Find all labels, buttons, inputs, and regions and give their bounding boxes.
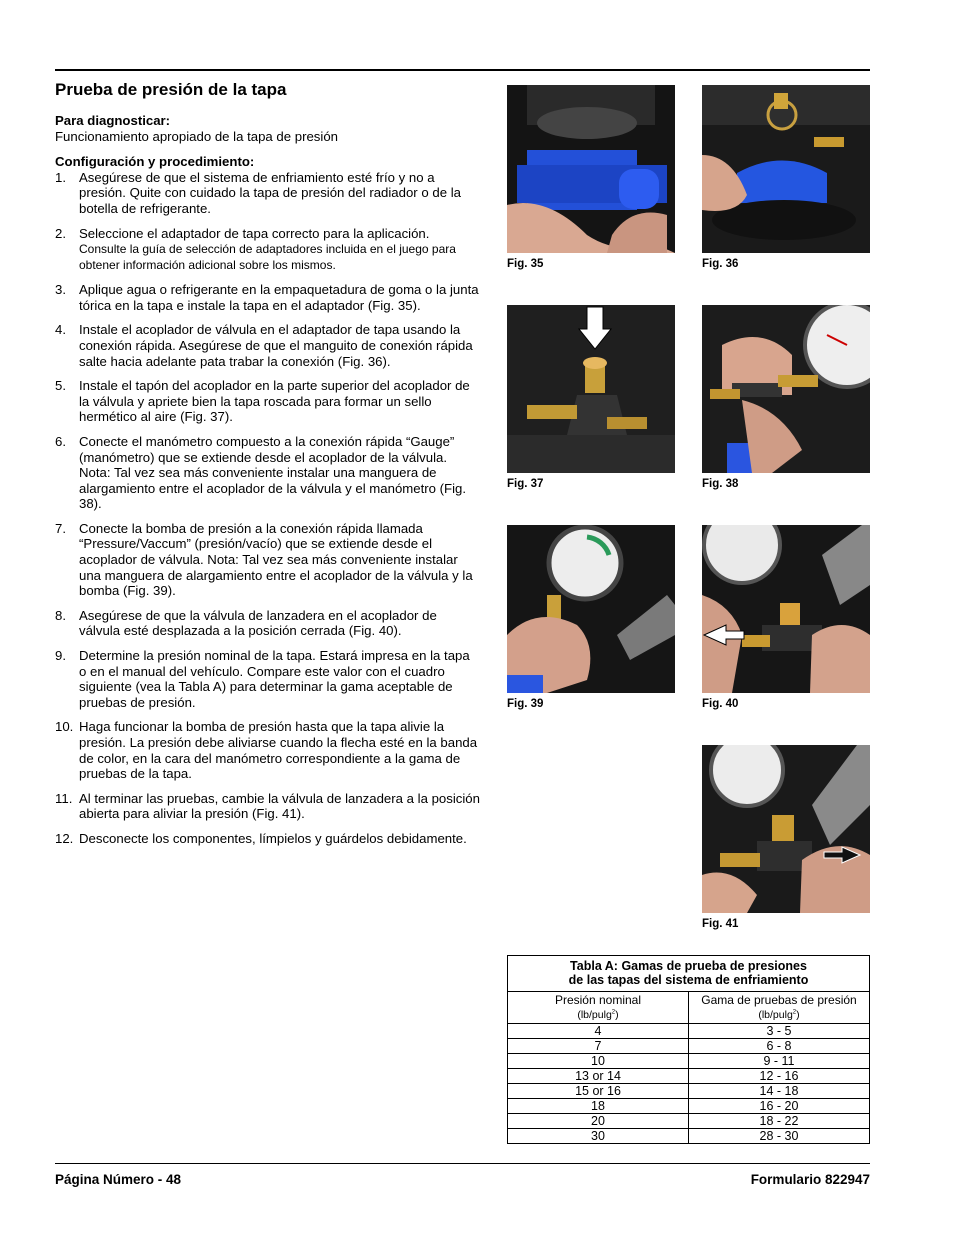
instructions-column — [55, 113, 480, 856]
fig-36-photo — [702, 85, 870, 253]
table-header-row — [508, 992, 870, 1024]
step-item: 4. Instale el acoplador de válvula en el adaptador de tapa usando la conexión rápida. Asegúrese de que el manguito de conexión rápida salte hacia adelante pata trabar la conexión (Fig. 36). — [55, 322, 473, 369]
step-item: 2. Seleccione el adaptador de tapa correcto para la aplicación. Consulte la guía de selección de adaptadores incluida en el juego para obtener información adicional sobre los mismos. — [55, 225, 456, 273]
procedure-heading: Configuración y procedimiento: — [55, 154, 255, 170]
fig-36-caption: Fig. 36 — [702, 258, 739, 270]
table-row: 7 6 - 8 — [508, 1038, 870, 1053]
fig-41-caption: Fig. 41 — [702, 918, 739, 930]
fig-37-caption: Fig. 37 — [507, 478, 544, 490]
diagnose-text: Funcionamiento apropiado de la tapa de presión — [55, 128, 338, 144]
procedure-steps — [55, 170, 480, 847]
step-item: 9. Determine la presión nominal de la tapa. Estará impresa en la tapa o en el manual del vehículo. Compare este valor con el cuadro siguiente (vea la Tabla A) para determinar la gama aceptable de pruebas de presión. — [55, 648, 470, 710]
fig-40-photo — [702, 525, 870, 693]
table-row: 18 16 - 20 — [508, 1098, 870, 1113]
step-item: 1. Asegúrese de que el sistema de enfriamiento esté frío y no a presión. Quite con cuidado la tapa de presión del radiador o de la botella de refrigerante. — [55, 169, 461, 216]
fig-39-photo — [507, 525, 675, 693]
step-item: 11. Al terminar las pruebas, cambie la válvula de lanzadera a la posición abierta para aliviar la presión (Fig. 41). — [55, 790, 480, 822]
table-row: 4 3 - 5 — [508, 1023, 870, 1038]
table-row: 13 or 14 12 - 16 — [508, 1068, 870, 1083]
step-item: 8. Asegúrese de que la válvula de lanzadera en el acoplador de válvula esté desplazada a la posición cerrada (Fig. 40). — [55, 607, 437, 639]
fig-41-photo — [702, 745, 870, 913]
page-number: Página Número - 48 — [55, 1172, 182, 1187]
pressure-range-table — [507, 955, 870, 1144]
section-title: Prueba de presión de la tapa — [55, 80, 287, 99]
header-test-range: Gama de pruebas de presión (lb/pulg$^2$) — [689, 992, 870, 1024]
table-row: 10 9 - 11 — [508, 1053, 870, 1068]
table-row: 30 28 - 30 — [508, 1128, 870, 1143]
fig-38-caption: Fig. 38 — [702, 478, 739, 490]
table-caption: Tabla A: Gamas de prueba de presiones de las tapas del sistema de enfriamiento — [508, 956, 870, 992]
fig-40-caption: Fig. 40 — [702, 698, 739, 710]
diagnose-heading: Para diagnosticar: — [55, 113, 171, 128]
fig-35-photo — [507, 85, 675, 253]
step-item: 10. Haga funcionar la bomba de presión hasta que la tapa alivie la presión. La presión debe aliviarse cuando la flecha esté en la banda de color, en la cara del manómetro correspondiente a la gama de pruebas de la tapa. — [55, 719, 478, 782]
step-item: 7. Conecte la bomba de presión a la conexión rápida llamada “Pressure/Vaccum” (presión/vacío) que se extiende desde el acoplador de válvula. Nota: Tal vez sea más conveniente instalar una manguera de alargamiento entre el acoplador de la válvula y la bomba (Fig. 39). — [55, 520, 473, 599]
step-item: 6. Conecte el manómetro compuesto a la conexión rápida “Gauge” (manómetro) que se extiende desde el acoplador de la válvula. Nota: Tal vez sea más conveniente instalar una manguera de alargamiento entre el acoplador de la válvula y el manómetro (Fig. 38). — [55, 433, 467, 512]
fig-39-caption: Fig. 39 — [507, 698, 544, 710]
form-number: Formulario 822947 — [750, 1172, 870, 1187]
step-item: 3. Aplique agua o refrigerante en la empaquetadura de goma o la junta tórica en la tapa e instale la tapa en el adaptador (Fig. 35). — [55, 282, 479, 313]
top-rule — [55, 69, 870, 71]
step-item: 12. Desconecte los componentes, límpielos y guárdelos debidamente. — [55, 830, 467, 846]
step-item: 5. Instale el tapón del acoplador en la parte superior del acoplador de la válvula y apriete bien la tapa roscada para formar un sello hermético al aire (Fig. 37). — [55, 378, 470, 425]
fig-35-caption: Fig. 35 — [507, 258, 544, 270]
fig-38-photo — [702, 305, 870, 473]
header-nominal-pressure: Presión nominal (lb/pulg$^2$) — [508, 992, 689, 1024]
table-row: 20 18 - 22 — [508, 1113, 870, 1128]
table-row: 15 or 16 14 - 18 — [508, 1083, 870, 1098]
fig-37-photo — [507, 305, 675, 473]
bottom-rule — [55, 1163, 870, 1164]
